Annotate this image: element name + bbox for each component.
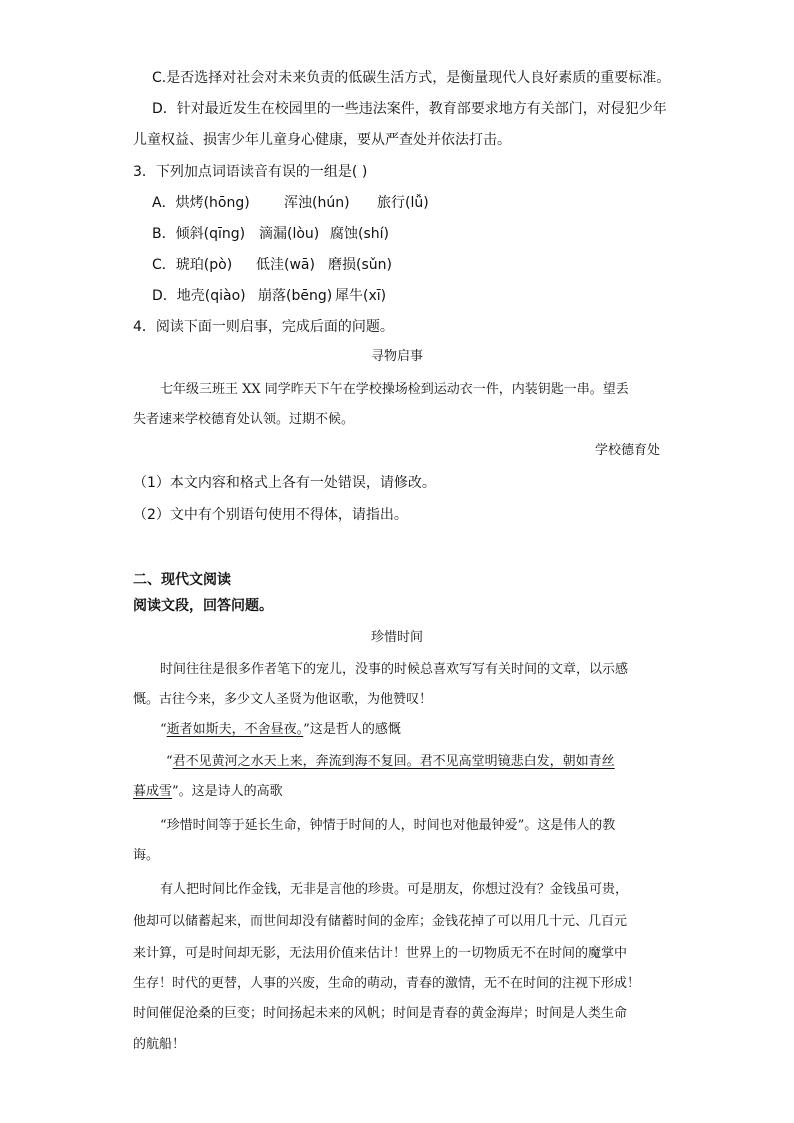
q2-option-d-line1: D．针对最近发生在校园里的一些违法案件，教育部要求地方有关部门，对侵犯少年 xyxy=(152,101,667,117)
essay-p3-underlined-quote-1: 君不见黄河之水天上来，奔流到海不复回。君不见高堂明镜悲白发，朝如青丝 xyxy=(172,754,615,769)
essay-p2-open-quote: “ xyxy=(160,722,167,737)
q4-sub-question-2: （2）文中有个别语句使用不得体，请指出。 xyxy=(133,507,408,523)
essay-title: 珍惜时间 xyxy=(370,630,423,645)
essay-p3-underlined-quote-2: 暮成雪 xyxy=(133,784,173,799)
essay-p5-line5: 时间催促沧桑的巨变；时间扬起未来的风帆；时间是青春的黄金海岸；时间是人类生命 xyxy=(133,1006,628,1021)
essay-p4-line1: “珍惜时间等于延长生命，钟情于时间的人，时间也对他最钟爱”。这是伟人的教 xyxy=(160,818,616,833)
q2-option-c: C.是否选择对社会对未来负责的低碳生活方式，是衡量现代人良好素质的重要标准。 xyxy=(152,70,671,86)
notice-signature: 学校德育处 xyxy=(594,443,660,458)
q4-stem: 4．阅读下面一则启事，完成后面的问题。 xyxy=(133,319,394,335)
section-heading: 二、现代文阅读 xyxy=(133,572,231,588)
essay-p2 xyxy=(160,720,401,740)
essay-p3-attribution: ”。这是诗人的高歌 xyxy=(172,784,283,799)
q3-stem: 3．下列加点词语读音有误的一组是( ) xyxy=(133,164,368,180)
essay-p1-line1: 时间往往是很多作者笔下的宠儿，没事的时候总喜欢写写有关时间的文章，以示感 xyxy=(160,662,629,677)
essay-p3-line2 xyxy=(133,782,283,802)
essay-p5-line6: 的航船！ xyxy=(133,1037,186,1052)
q3-option-d-2: 崩落(bēng) xyxy=(258,288,333,304)
essay-p5-line4: 生存！时代的更替，人事的兴废，生命的萌动，青春的激情，无不在时间的注视下形成！ xyxy=(133,976,641,991)
notice-title: 寻物启事 xyxy=(370,349,423,364)
q3-option-c-3: 磨损(sǔn) xyxy=(328,257,392,273)
q3-option-a-2: 浑浊(hún) xyxy=(284,195,350,211)
q3-option-b-1: B．倾斜(qīng) xyxy=(152,226,246,242)
q2-option-d-line2: 儿童权益、损害少年儿童身心健康，要从严查处并依法打击。 xyxy=(133,132,511,148)
q3-option-a-1: A．烘烤(hōng) xyxy=(152,195,250,211)
q3-option-d-1: D．地壳(qiào) xyxy=(152,288,246,304)
q3-option-a-3: 旅行(lǚ) xyxy=(377,195,429,211)
essay-p2-attribution: ”这是哲人的感慨 xyxy=(303,722,401,737)
notice-body-line2: 失者速来学校德育处认领。过期不候。 xyxy=(133,412,355,427)
essay-p5-line1: 有人把时间比作金钱，无非是言他的珍贵。可是朋友，你想过没有？金钱虽可贵， xyxy=(160,882,629,897)
essay-p1-line2: 慨。古往今来，多少文人圣贤为他讴歌，为他赞叹！ xyxy=(133,692,433,707)
section-instruction: 阅读文段，回答问题。 xyxy=(133,598,273,614)
essay-p2-underlined-quote: 逝者如斯夫，不舍昼夜。 xyxy=(166,722,304,737)
q3-option-c-2: 低洼(wā) xyxy=(256,257,315,273)
essay-p3-line1 xyxy=(166,752,615,772)
notice-body-line1: 七年级三班王 XX 同学昨天下午在学校操场检到运动衣一件，内装钥匙一串。望丢 xyxy=(160,382,629,397)
q3-option-d-3: 犀牛(xī) xyxy=(335,288,387,304)
q3-option-b-2: 滴漏(lòu) xyxy=(259,226,320,242)
q4-sub-question-1: （1）本文内容和格式上各有一处错误，请修改。 xyxy=(133,475,436,491)
essay-p4-line2: 诲。 xyxy=(133,848,160,863)
q3-option-c-1: C．琥珀(pò) xyxy=(152,257,233,273)
essay-p5-line2: 他却可以储蓄起来，而世间却没有储蓄时间的金库；金钱花掉了可以用几十元、几百元 xyxy=(133,914,628,929)
essay-p5-line3: 来计算，可是时间却无影，无法用价值来估计！世界上的一切物质无不在时间的魔掌中 xyxy=(133,946,628,961)
q3-option-b-3: 腐蚀(shí) xyxy=(330,226,389,242)
essay-p3-open-quote: “ xyxy=(166,754,173,769)
